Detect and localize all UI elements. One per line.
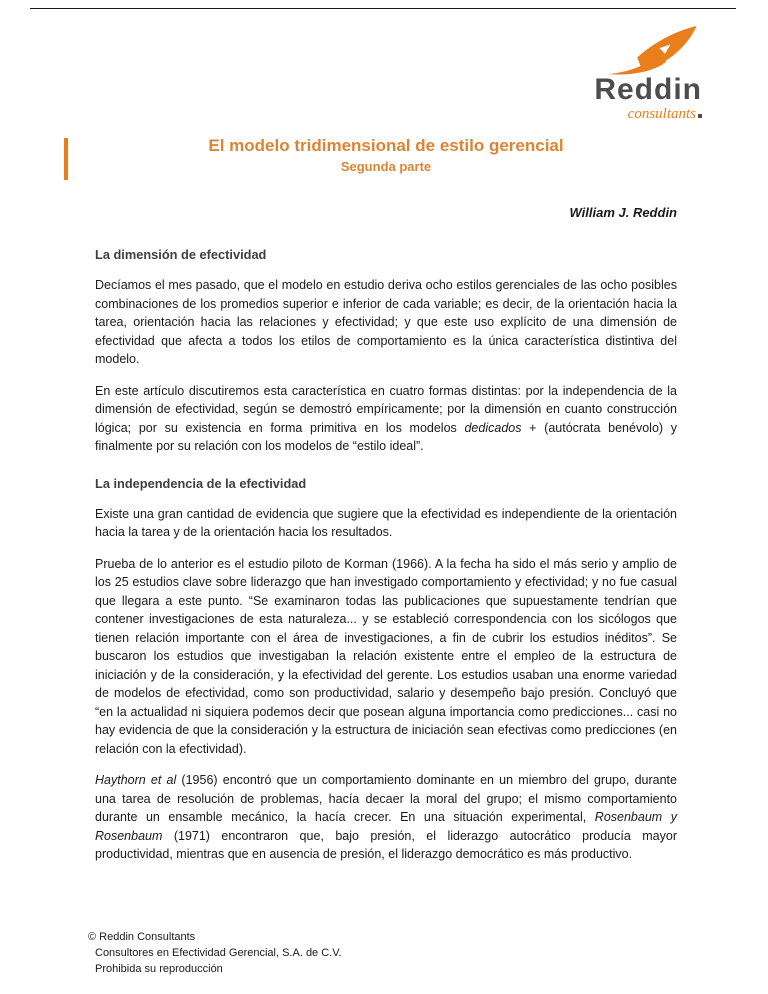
title-block (95, 135, 677, 174)
reddin-bird-icon (604, 24, 700, 76)
text-run: + (autócrata benévolo) y finalmente por su relación con los modelos de “estilo ideal”. (95, 420, 678, 453)
logo-tagline-text: consultants (627, 106, 696, 122)
page-subtitle: Segunda parte (340, 159, 432, 175)
paragraph (95, 555, 677, 759)
logo-wordmark: Reddin (594, 73, 702, 106)
text-run: (1956) encontró que un comportamiento dominante en un miembro del grupo, durante una tarea de resolución de problemas, hacía decaer la moral del grupo; el mismo comportamiento durante un ensamble mecánico, la hacía crecer. En una situación experimental, (95, 773, 677, 824)
footer (88, 930, 342, 978)
footer-line: © Reddin Consultants (88, 931, 196, 944)
footer-line: Prohibida su reproducción (95, 963, 223, 976)
top-rule (30, 8, 736, 9)
paragraph (95, 276, 677, 369)
section-heading: La dimensión de efectividad (95, 247, 267, 262)
text-run: (1971) encontraron que, bajo presión, el liderazgo autocrático producía mayor productividad, mientras que en ausencia de presión, el liderazgo democrático es más productivo. (95, 828, 677, 861)
title-accent-bar (64, 138, 68, 180)
paragraph (95, 771, 677, 864)
footer-line: Consultores en Efectividad Gerencial, S.A. de C.V. (95, 947, 342, 960)
paragraph (95, 505, 677, 542)
text-run: Haythorn et al (95, 773, 177, 787)
text-run: Rosenbaum y Rosenbaum (95, 810, 677, 843)
author-byline: William J. Reddin (569, 205, 677, 220)
logo-tagline (552, 105, 702, 123)
text-run: Prueba de lo anterior es el estudio piloto de Korman (1966). A la fecha ha sido el más serio y amplio de los 25 estudios clave sobre liderazgo que han investigado comportamiento y efectividad; y no fue casual que llegara a este punto. “Se examinaron todas las publicaciones que supuestamente tendrían que contener investigaciones de esta naturaleza... y se estableció correspondencia con los sicólogos que tienen relación importante con el área de investigaciones, a fin de cubrir los estudios inéditos”. Se buscaron los estudios que investigaban la relación existente entre el empleo de la estructura de iniciación y de la consideración, y la efectividad del gerente. Los estudios usaban una enorme variedad de modelos de efectividad, como son productividad, salario y desempeño bajo presión. Concluyó que “en la actualidad ni siquiera podemos decir que posean alguna importancia como predicciones... casi no hay evidencia de que la consideración y la estructura de iniciación sean efectivas como predicciones (en relación con la efectividad). (95, 556, 677, 756)
text-run: En este artículo discutiremos esta característica en cuatro formas distintas: por la independencia de la dimensión de efectividad, según se demostró empíricamente; por la dimensión en cuanto construcción lógica; por su existencia en forma primitiva en los modelos (95, 383, 677, 435)
text-run: dedicados (464, 420, 522, 435)
logo-dot (698, 114, 702, 118)
reddin-logo (552, 24, 702, 123)
section-heading: La independencia de la efectividad (95, 475, 307, 491)
page-title: El modelo tridimensional de estilo gerencial (208, 136, 564, 155)
text-run: Existe una gran cantidad de evidencia que sugiere que la efectividad es independiente de la orientación hacia la tarea y de la orientación hacia los resultados. (95, 506, 677, 539)
text-run: Decíamos el mes pasado, que el modelo en estudio deriva ocho estilos gerenciales de las ocho posibles combinaciones de los promedios superior e inferior de cada variable; es decir, de la orientación hacia la tarea, orientación hacia las relaciones y efectividad; y que este uso explícito de una dimensión de efectividad que afecta a todos los etilos de comportamiento es la única característica distintiva del modelo. (95, 278, 677, 366)
paragraph (95, 382, 677, 456)
article-sections (95, 247, 677, 877)
